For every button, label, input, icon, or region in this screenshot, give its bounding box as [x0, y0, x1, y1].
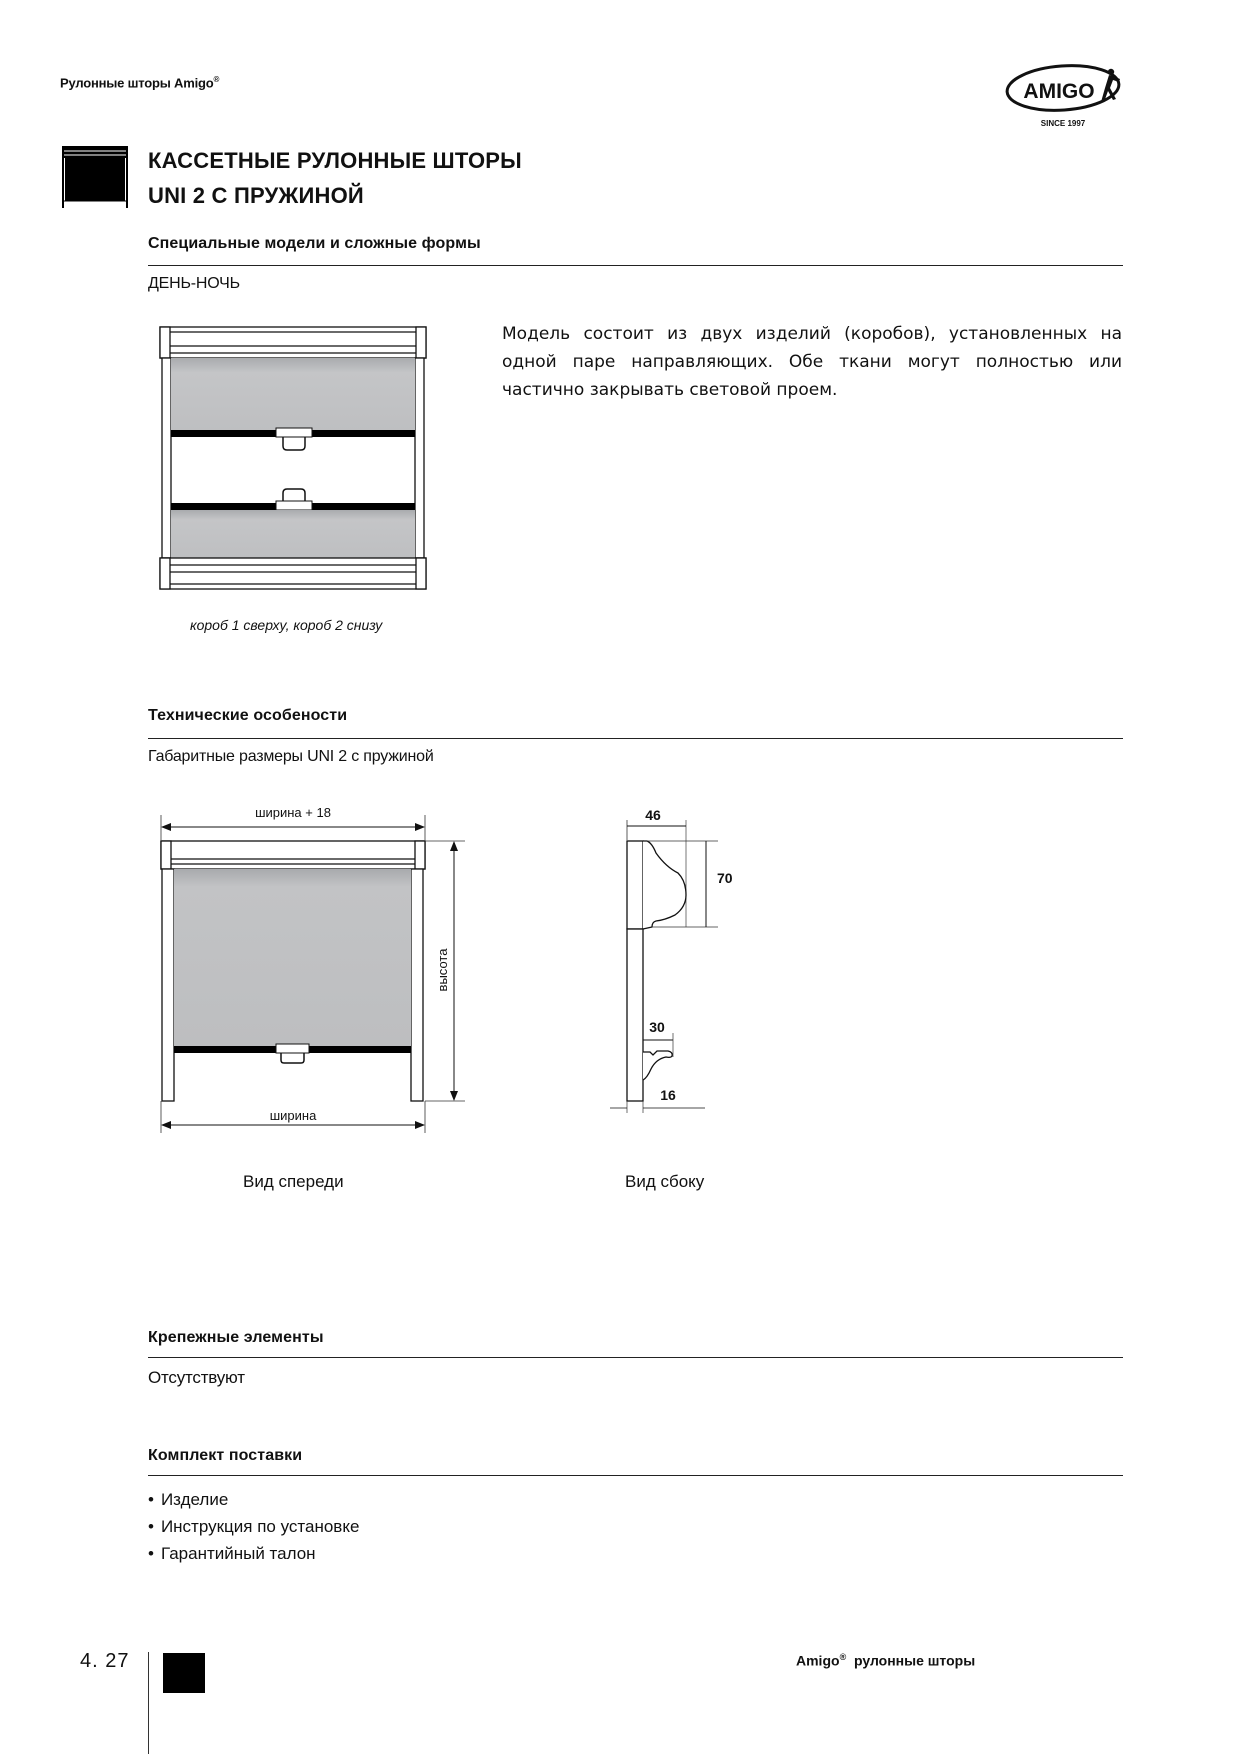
dim-height-label: высота	[435, 948, 450, 992]
figure-caption: короб 1 сверху, короб 2 снизу	[190, 617, 383, 633]
divider	[148, 1357, 1123, 1358]
section-marker-block	[163, 1653, 205, 1693]
dimensions-label: Габаритные размеры UNI 2 с пружиной	[148, 748, 434, 765]
description: Модель состоит из двух изделий (коробов), установленных на одной паре направляющих. Обе ткани могут полностью или частично закрывать световой проем.	[502, 324, 1122, 400]
cassette	[161, 841, 425, 869]
page-title	[148, 143, 522, 213]
guide-rail-profile	[627, 929, 643, 1101]
front-view-label: Вид спереди	[243, 1172, 344, 1191]
list-item: • Изделие	[148, 1486, 359, 1513]
title-line-2: UNI 2 С ПРУЖИНОЙ	[148, 183, 364, 208]
divider	[148, 738, 1123, 739]
footer-text: рулонные шторы	[853, 1652, 976, 1669]
divider	[148, 1475, 1123, 1476]
registered-mark: ®	[213, 75, 220, 84]
day-night-figure	[158, 325, 430, 598]
delivery-list	[148, 1486, 359, 1567]
bottom-bar-profile	[643, 1051, 672, 1080]
registered-mark: ®	[839, 1652, 847, 1662]
title-line-1: КАССЕТНЫЕ РУЛОННЫЕ ШТОРЫ	[148, 148, 522, 173]
right-rail	[415, 358, 424, 558]
front-view-drawing	[150, 795, 480, 1140]
logo-tagline: SINCE 1997	[1040, 119, 1086, 128]
left-rail	[162, 358, 171, 558]
footer-brand: Amigo	[796, 1652, 840, 1669]
right-rail	[411, 869, 423, 1101]
footer-divider	[148, 1652, 149, 1754]
bottom-cassette	[160, 558, 426, 589]
roller-blind-icon	[60, 146, 130, 208]
logo-brand: AMIGO	[1023, 80, 1095, 103]
section-heading-delivery: Комплект поставки	[148, 1447, 303, 1464]
fabric-top	[171, 358, 415, 431]
list-item: • Инструкция по установке	[148, 1513, 359, 1540]
list-item: • Гарантийный талон	[148, 1540, 359, 1567]
page-number: 4. 27	[80, 1650, 130, 1672]
dim-16-label: 16	[660, 1087, 676, 1103]
fabric-bottom	[171, 510, 415, 558]
section-heading-special: Специальные модели и сложные формы	[148, 235, 481, 252]
fabric	[174, 869, 411, 1047]
divider	[148, 265, 1123, 266]
dim-70-label: 70	[717, 870, 733, 886]
dim-46-label: 46	[645, 807, 661, 823]
dim-width-plus-label: ширина + 18	[255, 805, 331, 820]
top-cassette	[160, 327, 426, 358]
section-heading-fasteners: Крепежные элементы	[148, 1329, 324, 1346]
footer-title	[796, 1652, 975, 1669]
side-view-drawing	[590, 795, 750, 1140]
section-heading-technical: Технические особености	[148, 707, 348, 724]
side-view-label: Вид сбоку	[625, 1172, 705, 1191]
dim-width-label: ширина	[269, 1108, 317, 1123]
running-title	[60, 75, 219, 90]
day-night-label: ДЕНЬ-НОЧЬ	[148, 275, 240, 292]
cassette-profile	[627, 841, 643, 929]
running-title-text: Рулонные шторы Amigo	[60, 75, 214, 91]
amigo-logo	[1003, 58, 1131, 130]
left-rail	[162, 869, 174, 1101]
dim-30-label: 30	[649, 1019, 665, 1035]
fasteners-text: Отсутствуют	[148, 1368, 245, 1387]
